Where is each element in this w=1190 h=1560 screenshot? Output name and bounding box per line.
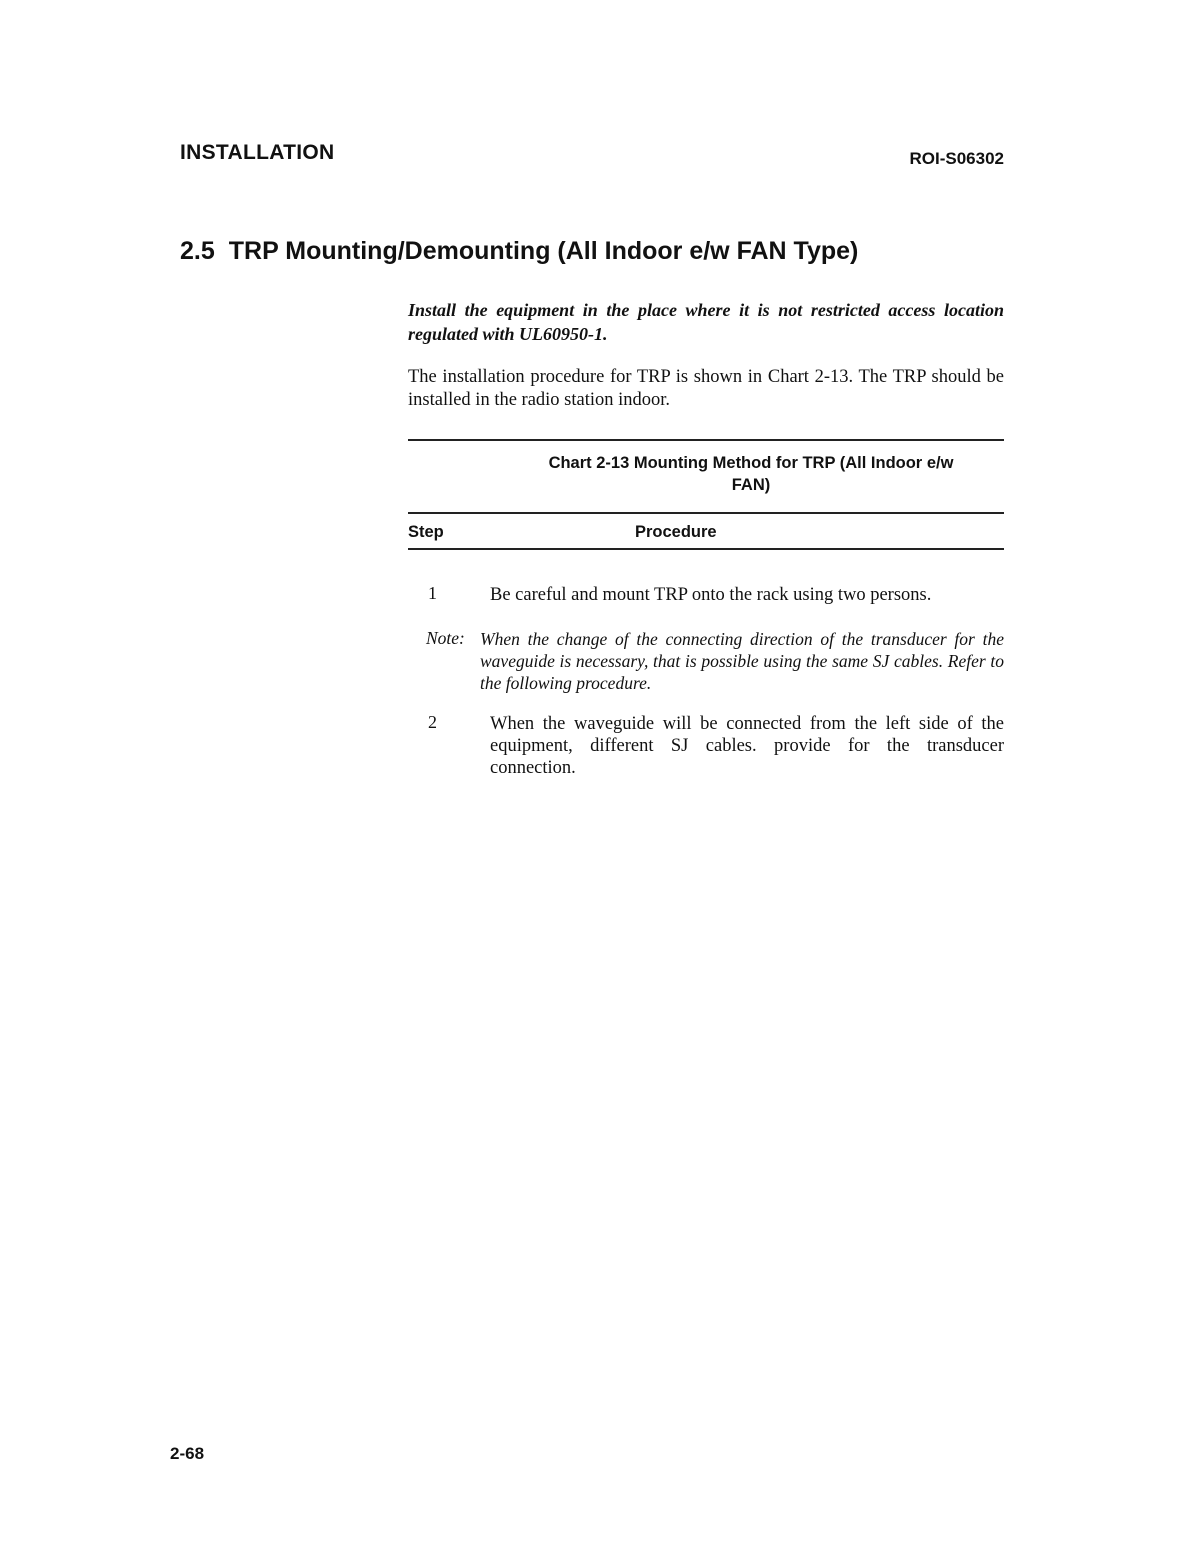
column-header-procedure: Procedure (635, 523, 717, 541)
section-number: 2.5 (180, 237, 215, 265)
running-header-section: INSTALLATION (180, 141, 335, 164)
step-number: 1 (428, 583, 437, 603)
column-header-step: Step (408, 523, 444, 541)
note-label: Note: (426, 628, 465, 648)
page-number: 2-68 (170, 1444, 205, 1463)
chart-top-rule (408, 439, 1004, 441)
step-text: When the waveguide will be connected from the left side of the equipment, different SJ cables. provide for the transducer connection. (490, 714, 1004, 778)
note-text: When the change of the connecting direction of the transducer for the waveguide is necessary, that is possible using the same SJ cables. Refer to the following procedure. (480, 629, 1004, 693)
running-header-doc-id: ROI-S06302 (909, 149, 1004, 168)
intro-paragraph: The installation procedure for TRP is shown in Chart 2-13. The TRP should be installed in the radio station indoor. (408, 367, 1004, 410)
section-heading (180, 237, 858, 266)
chart-caption-line-1: Chart 2-13 Mounting Method for TRP (All Indoor e/w (548, 454, 954, 472)
safety-warning: Install the equipment in the place where it is not restricted access location regulated with UL60950-1. (408, 300, 1004, 344)
chart-caption (508, 452, 994, 496)
table-header-bottom-rule (408, 548, 1004, 550)
section-title: TRP Mounting/Demounting (All Indoor e/w FAN Type) (228, 237, 859, 265)
step-number: 2 (428, 712, 437, 732)
chart-caption-line-2: FAN) (731, 476, 771, 494)
table-header-top-rule (408, 512, 1004, 514)
step-text: Be careful and mount TRP onto the rack using two persons. (490, 585, 932, 605)
